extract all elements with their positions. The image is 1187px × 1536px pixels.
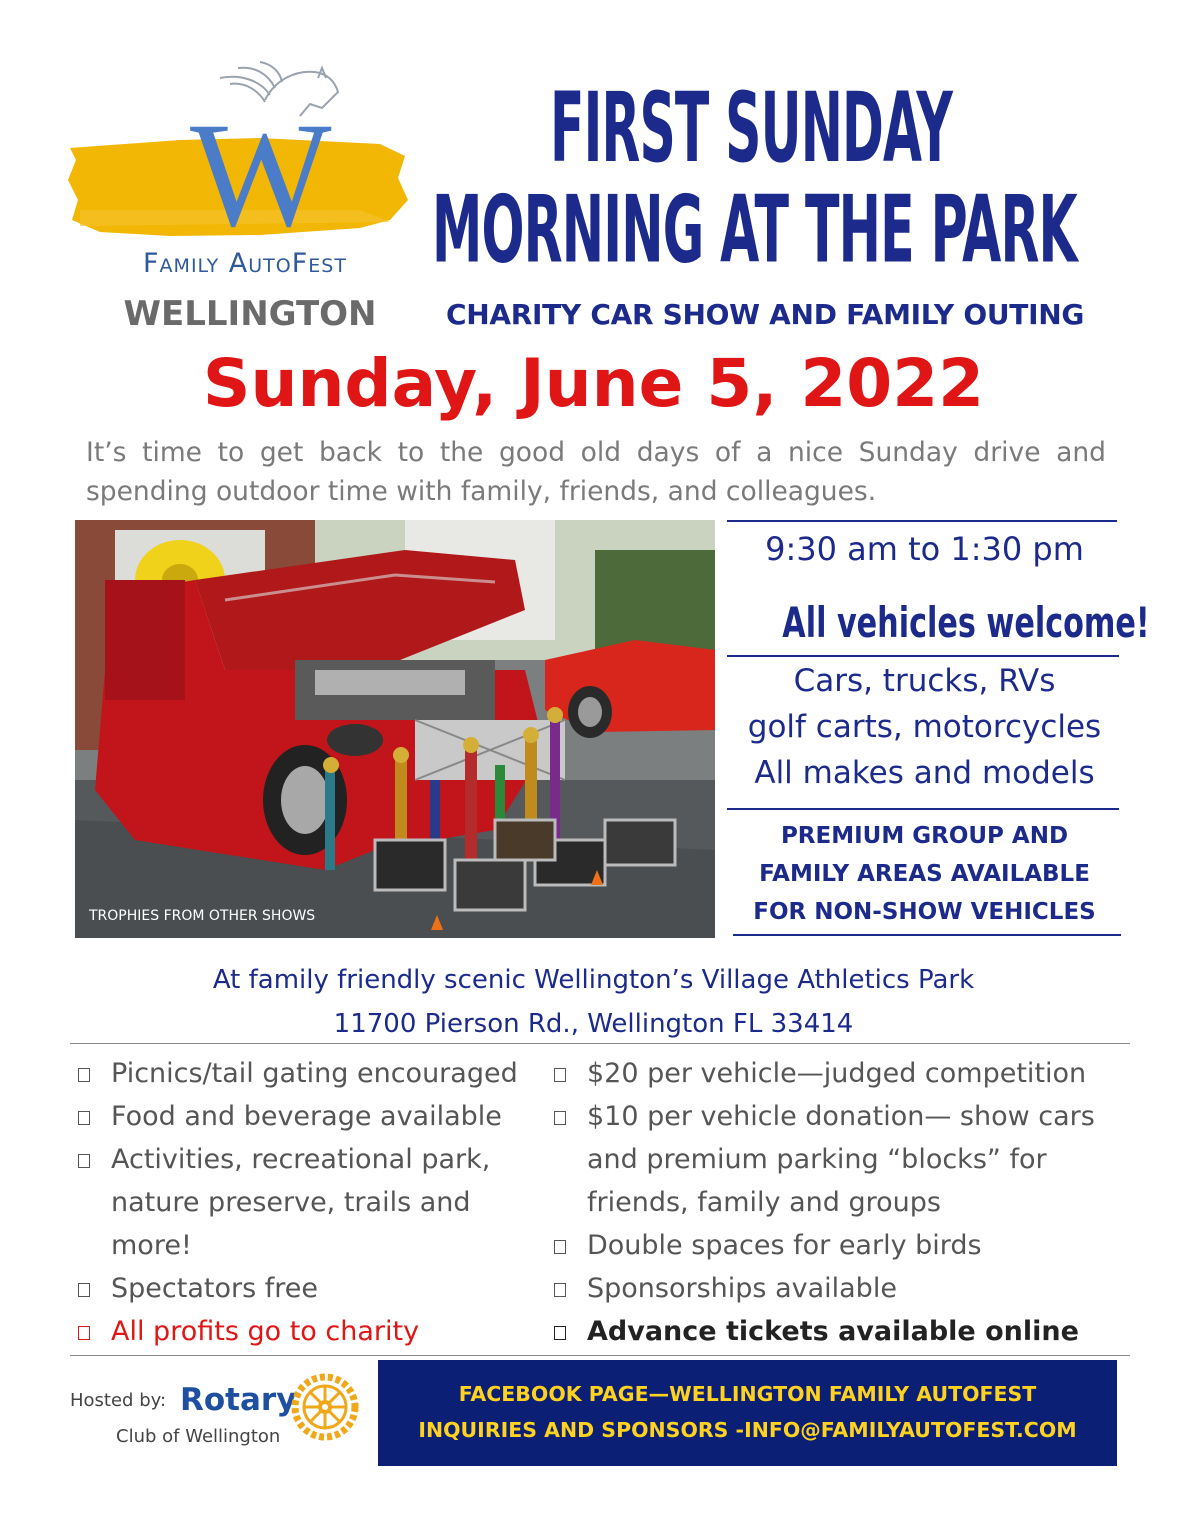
list-item	[552, 1224, 1142, 1267]
list-item	[552, 1267, 1142, 1310]
list-item	[552, 1310, 1142, 1353]
rotary-wheel-icon	[290, 1372, 360, 1442]
bullet-box-icon	[554, 1283, 566, 1297]
logo-city: WELLINGTON	[123, 294, 377, 334]
subtitle: CHARITY CAR SHOW AND FAMILY OUTING	[445, 298, 1085, 331]
contact-banner	[378, 1360, 1117, 1466]
divider	[727, 520, 1117, 522]
bullet-box-icon	[78, 1283, 90, 1297]
title-line-1: FIRST SUNDAY	[550, 73, 953, 185]
bullet-box-icon	[78, 1326, 90, 1340]
family-autofest-logo	[60, 60, 410, 340]
rotary-name: Rotary	[180, 1382, 297, 1418]
divider	[70, 1043, 1130, 1044]
divider	[70, 1355, 1130, 1356]
list-item	[76, 1095, 546, 1138]
list-item	[76, 1138, 546, 1267]
vehicle-types-line: All makes and models	[754, 755, 1095, 791]
list-item-text: Advance tickets available online	[587, 1316, 1079, 1347]
vehicle-types-line: golf carts, motorcycles	[747, 709, 1102, 745]
facebook-page-line: FACEBOOK PAGE—WELLINGTON FAMILY AUTOFEST	[458, 1382, 1037, 1406]
list-item	[76, 1052, 546, 1095]
divider	[727, 655, 1119, 657]
bullet-box-icon	[78, 1111, 90, 1125]
divider	[733, 934, 1121, 936]
rotary-club-name: Club of Wellington	[116, 1426, 281, 1447]
intro-text: It’s time to get back to the good old days of a nice Sunday drive and spending outdoor time with family, friends, and colleagues.	[86, 437, 1106, 507]
premium-line: FAMILY AREAS AVAILABLE	[759, 861, 1090, 887]
vehicle-types	[727, 658, 1122, 796]
event-date: Sunday, June 5, 2022	[202, 345, 985, 422]
features-list	[76, 1052, 546, 1353]
list-item-text: All profits go to charity	[111, 1316, 420, 1347]
event-hours: 9:30 am to 1:30 pm	[765, 530, 1084, 568]
logo-w-letter: W	[190, 92, 332, 258]
bullet-box-icon	[554, 1240, 566, 1254]
list-item	[552, 1052, 1142, 1095]
list-item-text: Sponsorships available	[587, 1273, 897, 1304]
bullet-box-icon	[554, 1111, 566, 1125]
premium-line: PREMIUM GROUP AND	[780, 823, 1069, 849]
bullet-box-icon	[78, 1068, 90, 1082]
venue-address: 11700 Pierson Rd., Wellington FL 33414	[333, 1009, 854, 1039]
bullet-box-icon	[78, 1154, 90, 1168]
car-photo	[75, 520, 715, 938]
logo-name: Family AutoFest	[143, 248, 347, 279]
list-item-text: Food and beverage available	[111, 1101, 502, 1132]
bullet-box-icon	[554, 1326, 566, 1340]
bullet-box-icon	[554, 1068, 566, 1082]
list-item-text: Spectators free	[111, 1273, 318, 1304]
event-location	[0, 958, 1187, 1046]
list-item-text: $20 per vehicle—judged competition	[587, 1058, 1087, 1089]
pricing-list	[552, 1052, 1142, 1353]
list-item-text: Double spaces for early birds	[587, 1230, 982, 1261]
divider	[727, 808, 1119, 810]
car-photo-illustration	[75, 520, 715, 938]
title-line-2: MORNING AT THE PARK	[432, 176, 1077, 285]
hosted-by-label: Hosted by:	[70, 1390, 167, 1411]
premium-line: FOR NON-SHOW VEHICLES	[753, 899, 1096, 925]
list-item	[552, 1095, 1142, 1224]
list-item	[76, 1267, 546, 1310]
inquiries-line: INQUIRIES AND SPONSORS -INFO@FAMILYAUTOFEST.COM	[418, 1418, 1077, 1442]
premium-areas-note	[727, 817, 1122, 931]
vehicle-types-line: Cars, trucks, RVs	[793, 663, 1056, 699]
venue-name: At family friendly scenic Wellington’s Village Athletics Park	[212, 965, 975, 995]
list-item-text: Activities, recreational park, nature preserve, trails and more!	[111, 1144, 491, 1261]
list-item-text: $10 per vehicle donation— show cars and premium parking “blocks” for friends, family and groups	[587, 1101, 1095, 1218]
photo-caption: TROPHIES FROM OTHER SHOWS	[89, 908, 316, 924]
list-item-text: Picnics/tail gating encouraged	[111, 1058, 518, 1089]
list-item	[76, 1310, 546, 1353]
vehicles-welcome: All vehicles welcome!	[782, 598, 1150, 647]
